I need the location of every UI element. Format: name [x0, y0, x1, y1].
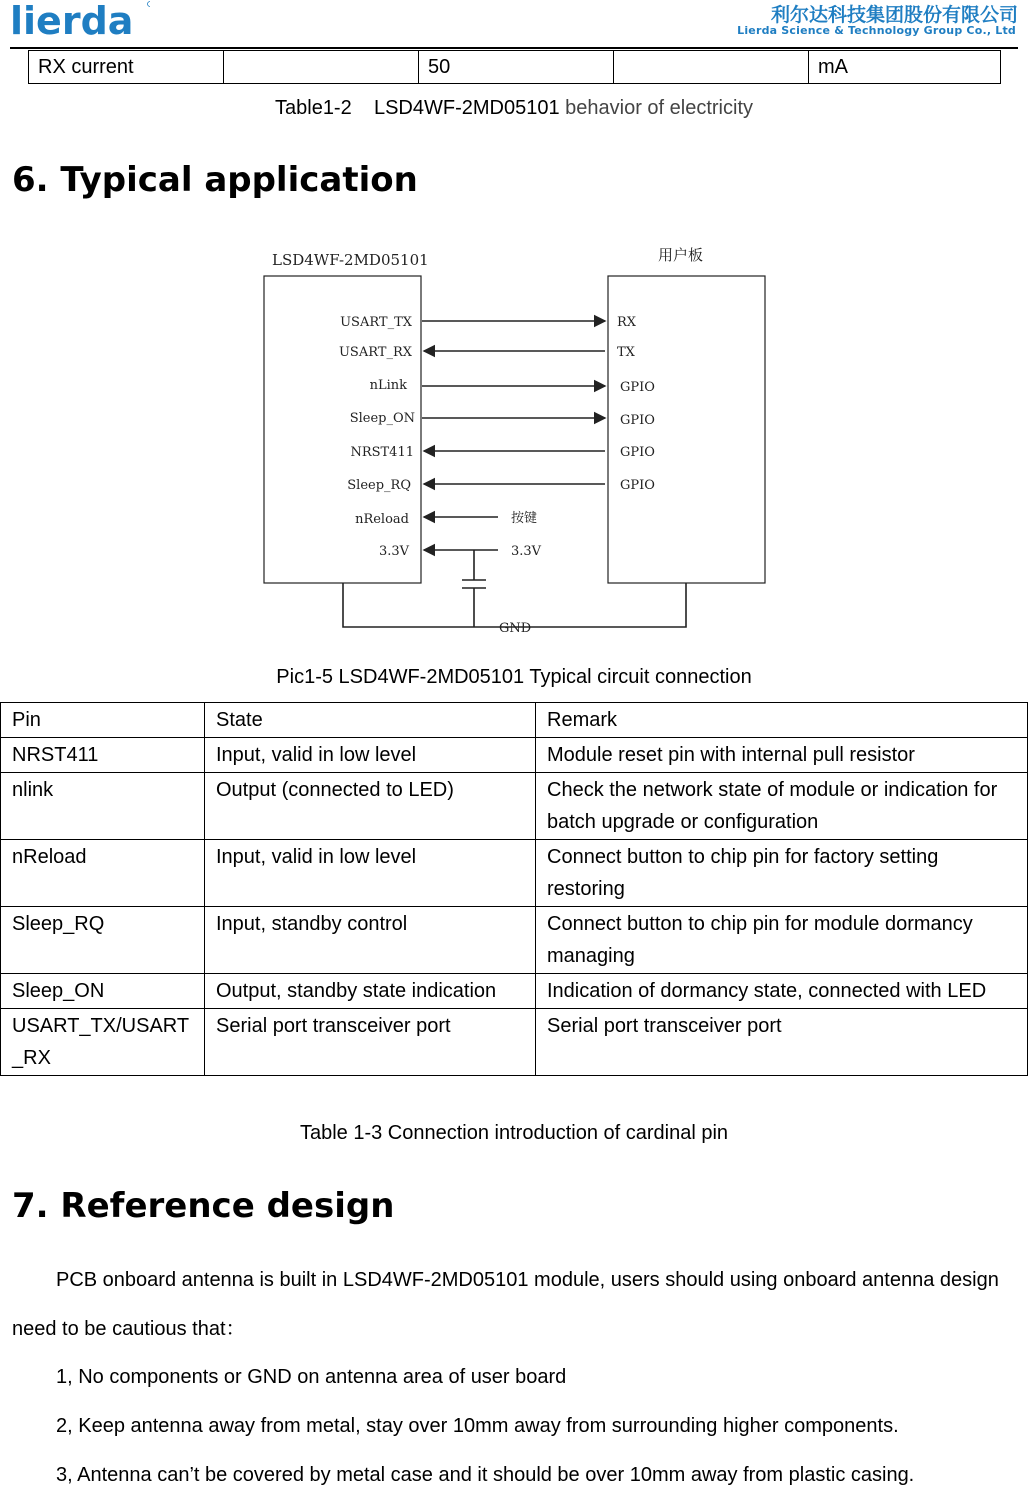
vcc-label: 3.3V [511, 544, 542, 559]
table-1-3 [0, 702, 1028, 1076]
button-label: 按键 [511, 511, 538, 526]
pin-gpio: GPIO [620, 413, 655, 428]
table-cell: Output, standby state indication [205, 974, 536, 1009]
table-cell: 50 [419, 51, 614, 84]
table-cell: Output (connected to LED) [205, 773, 536, 840]
table-cell: RX current [29, 51, 224, 84]
intro-paragraph: PCB onboard antenna is built in LSD4WF-2MD05101 module, users should using onboard antenna design need to be cautious that： [12, 1269, 999, 1340]
circuit-diagram [250, 240, 780, 640]
table-cell: Check the network state of module or indication for batch upgrade or configuration [536, 773, 1028, 840]
column-header: Remark [536, 703, 1028, 738]
pin-gpio: GPIO [620, 380, 655, 395]
table-1-2-caption [0, 97, 1028, 120]
gnd-label: GND [499, 621, 532, 636]
caption-prefix: Table1-2 LSD4WF-2MD05101 [275, 97, 560, 119]
section-6-heading: 6. Typical application [12, 160, 418, 200]
pin-tx: TX [617, 345, 635, 360]
table-cell: Input, valid in low level [205, 738, 536, 773]
caption-suffix: behavior of electricity [559, 97, 753, 119]
lierda-logo [10, 0, 150, 42]
section-7-heading: 7. Reference design [12, 1186, 395, 1226]
table-row [29, 51, 1001, 84]
pin-usart-rx: USART_RX [338, 345, 412, 360]
module-label: LSD4WF-2MD05101 [272, 251, 429, 269]
table-cell: nlink [1, 773, 205, 840]
pin-rx: RX [617, 315, 637, 330]
table-cell: NRST411 [1, 738, 205, 773]
list-item: 1, No components or GND on antenna area of user board [56, 1366, 567, 1388]
table-cell: Connect button to chip pin for factory setting restoring [536, 840, 1028, 907]
pin-nreload: nReload [355, 512, 409, 527]
pin-nrst411: NRST411 [350, 445, 414, 460]
table-cell: Sleep_RQ [1, 907, 205, 974]
table-row [1, 1009, 1028, 1076]
logo-text: lierda [10, 0, 134, 42]
pin-gpio: GPIO [620, 445, 655, 460]
table-header-row [1, 703, 1028, 738]
list-item: 3, Antenna can’t be covered by metal case and it should be over 10mm away from plastic casing. [56, 1464, 915, 1486]
table-cell: USART_TX/USART_RX [1, 1009, 205, 1076]
table-cell: Serial port transceiver port [205, 1009, 536, 1076]
table-cell [224, 51, 419, 84]
table-1-3-caption: Table 1-3 Connection introduction of cardinal pin [299, 1122, 729, 1144]
table-cell: mA [809, 51, 1001, 84]
table-cell: Sleep_ON [1, 974, 205, 1009]
company-name-en: Lierda Science & Technology Group Co., Ltd [737, 24, 1016, 37]
pin-usart-tx: USART_TX [340, 315, 412, 330]
pin-nlink: nLink [369, 378, 407, 393]
header-rule [10, 47, 1018, 49]
table-cell: Module reset pin with internal pull resistor [536, 738, 1028, 773]
table-row [1, 974, 1028, 1009]
pin-3v3: 3.3V [378, 544, 409, 559]
column-header: State [205, 703, 536, 738]
pin-sleep-rq: Sleep_RQ [347, 478, 411, 493]
table-cell: Indication of dormancy state, connected with LED [536, 974, 1028, 1009]
table-cell [614, 51, 809, 84]
board-label: 用户板 [658, 246, 704, 264]
table-cell: Connect button to chip pin for module dormancy managing [536, 907, 1028, 974]
company-name-cn: 利尔达科技集团股份有限公司 [770, 4, 1018, 26]
pin-sleep-on: Sleep_ON [349, 411, 415, 426]
table-cell: Input, valid in low level [205, 840, 536, 907]
table-row [1, 773, 1028, 840]
table-row [1, 738, 1028, 773]
table-row [1, 907, 1028, 974]
table-row [1, 840, 1028, 907]
table-1-2 [28, 50, 1001, 84]
table-cell: Input, standby control [205, 907, 536, 974]
table-cell: Serial port transceiver port [536, 1009, 1028, 1076]
table-cell: nReload [1, 840, 205, 907]
pic-1-5-caption: Pic1-5 LSD4WF-2MD05101 Typical circuit connection [276, 666, 752, 688]
list-item: 2, Keep antenna away from metal, stay over 10mm away from surrounding higher components. [56, 1415, 899, 1437]
column-header: Pin [1, 703, 205, 738]
pin-gpio: GPIO [620, 478, 655, 493]
